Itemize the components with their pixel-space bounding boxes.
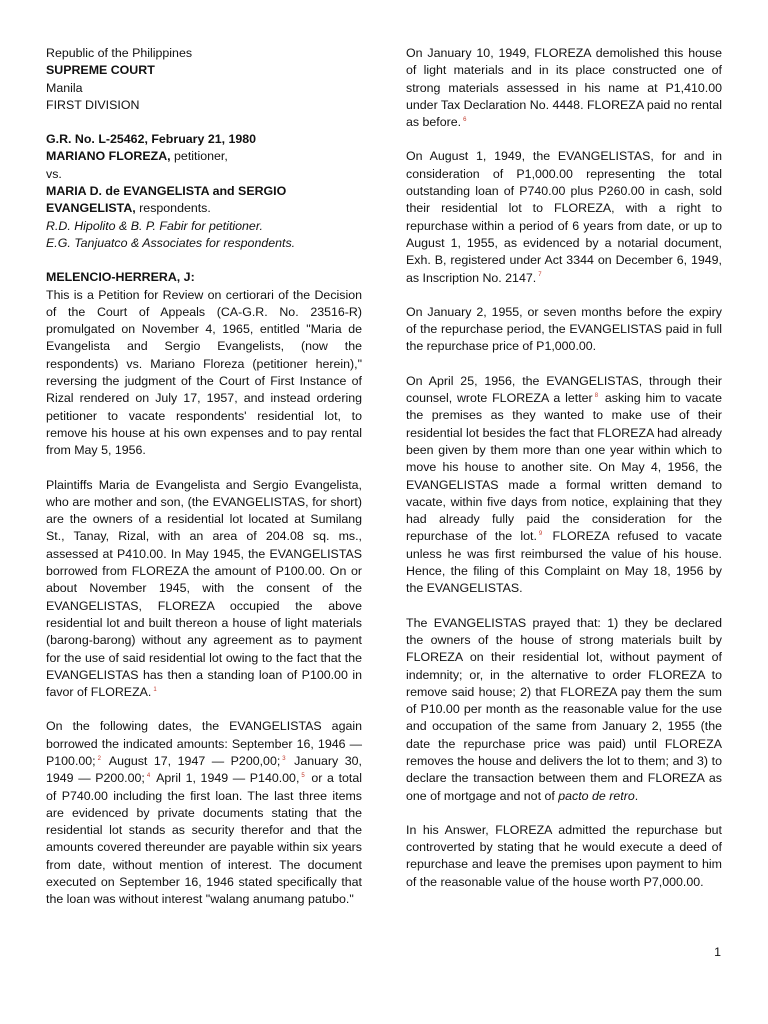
- case-number: G.R. No. L-25462, February 21, 1980: [46, 132, 257, 147]
- counsel-respondents: E.G. Tanjuatco & Associates for respondents.: [46, 235, 296, 250]
- paragraph-9: In his Answer, FLOREZA admitted the repurchase but controverted by stating that he would execute a deed of repurchase and leave the premises upon payment to him of the reasonable value of the house worth P7,000.00.: [406, 822, 722, 889]
- paragraph-7: [406, 373, 722, 598]
- right-column: [406, 45, 722, 908]
- paragraph-3: [46, 718, 362, 908]
- paragraph-4: [406, 45, 722, 131]
- petitioner-line: [46, 148, 362, 165]
- paragraph-8-text-a: The EVANGELISTAS prayed that: 1) they be declared the owners of the house of strong materials built by FLOREZA on their residential lot, without payment of indemnity; or, in the alternative to order FLOREZA to remove said house; 2) that FLOREZA pay them the sum of P10.00 per month as the reasonable value for the use and occupation of the same from January 2, 1955 (the date the repurchase price was paid) until FLOREZA removes the house and delivers the lot to them; and 3) to declare the transaction between them and FLOREZA as one of mortgage and not of: [406, 615, 722, 803]
- paragraph-3-text-c: January 30, 1949 — P200.00;: [46, 753, 362, 786]
- court-name: SUPREME COURT: [46, 63, 155, 78]
- ponente: MELENCIO-HERRERA, J:: [46, 270, 195, 285]
- respondents-line: [46, 183, 362, 218]
- paragraph-7-text-c: FLOREZA refused to vacate unless he was first reimbursed the value of his house. Hence, the filing of this Complaint on May 18, 1956 by the EVANGELISTAS.: [406, 529, 723, 596]
- paragraph-7-text-a: On April 25, 1956, the EVANGELISTAS, through their counsel, wrote FLOREZA a letter: [406, 373, 722, 406]
- versus-line: vs.: [46, 166, 62, 181]
- paragraph-5-text: On August 1, 1949, the EVANGELISTAS, for and in consideration of P1,000.00 representing the total outstanding loan of P740.00 plus P260.00 in cash, sold their residential lot to FLOREZA, with a right to repurchase within a period of 6 years from date, or up to August 1, 1955, as evidenced by a notarial document, Exh. B, registered under Act 3344 on December 6, 1949, as Inscription No. 2147.: [406, 149, 722, 285]
- paragraph-3-text-d: April 1, 1949 — P140.00,: [152, 771, 300, 786]
- paragraph-8-latin-term: pacto de retro: [558, 788, 635, 803]
- case-header: [46, 45, 362, 287]
- paragraph-6: On January 2, 1955, or seven months before the expiry of the repurchase period, the EVANGELISTAS paid in full the repurchase price of P1,000.00.: [406, 304, 722, 354]
- paragraph-8: [406, 615, 722, 805]
- footnote-ref-5[interactable]: 5: [301, 773, 305, 780]
- counsel-petitioner: R.D. Hipolito & B. P. Fabir for petitioner.: [46, 218, 263, 233]
- page-number: 1: [714, 945, 721, 959]
- footnote-ref-9[interactable]: 9: [538, 531, 543, 538]
- footnote-ref-2[interactable]: 2: [97, 755, 101, 762]
- paragraph-2: [46, 477, 362, 702]
- footnote-ref-4[interactable]: 4: [146, 773, 151, 780]
- footnote-ref-7[interactable]: 7: [538, 272, 542, 279]
- paragraph-8-text-c: .: [634, 788, 639, 803]
- footnote-ref-3[interactable]: 3: [282, 755, 286, 762]
- left-column: [46, 45, 362, 926]
- republic-line: Republic of the Philippines: [46, 46, 193, 60]
- paragraph-3-text-b: August 17, 1947 — P200,00;: [102, 753, 281, 768]
- paragraph-4-text: On January 10, 1949, FLOREZA demolished this house of light materials and in its place constructed one of strong materials assessed in his name at P1,410.00 under Tax Declaration No. 4448. FLOREZA paid no rental as before.: [406, 46, 722, 130]
- paragraph-1: This is a Petition for Review on certiorari of the Decision of the Court of Appeals (CA-G.R. No. 23516-R) promulgated on November 4, 1965, entitled "Maria de Evangelista and Sergio Evangelists, (now the respondents) vs. Mariano Floreza (petitioner herein)," reversing the judgment of the Court of First Instance of Rizal rendered on July 17, 1957, and instead ordering petitioner to vacate respondents' residential lot, to remove his house at his own expenses and to pay rental from May 5, 1956.: [46, 287, 362, 458]
- paragraph-2-text: Plaintiffs Maria de Evangelista and Sergio Evangelista, who are mother and son, (the EVANGELISTAS, for short) are the owners of a residential lot located at Sumilang St., Tanay, Rizal, with an area of 204.08 sq. ms., assessed at P410.00. In May 1945, the EVANGELISTAS borrowed from FLOREZA the amount of P100.00. On or about November 1945, with the consent of the EVANGELISTAS, FLOREZA occupied the above residential lot and built thereon a house of light materials (barong-barong) without any agreement as to payment for the use of said residential lot owing to the fact that the EVANGELISTAS has then a standing loan of P100.00 in favor of FLOREZA.: [46, 477, 362, 700]
- footnote-ref-8[interactable]: 8: [594, 392, 599, 399]
- petitioner-role: petitioner,: [170, 149, 228, 164]
- respondents-role: respondents.: [135, 201, 211, 216]
- city-line: Manila: [46, 80, 83, 95]
- paragraph-3-text-e: or a total of P740.00 including the first loan. The last three items are evidenced by private documents stating that the residential lot stands as security therefor and that the amounts covered thereunder are payable within six years from date, without mention of interest. The document executed on September 16, 1946 stated specifically that the loan was without interest "walang anumang patubo.": [46, 771, 362, 907]
- division-line: FIRST DIVISION: [46, 97, 140, 112]
- paragraph-5: [406, 148, 722, 286]
- petitioner-name: MARIANO FLOREZA,: [46, 149, 171, 164]
- respondents-name: MARIA D. de EVANGELISTA and SERGIO EVANGELISTA,: [46, 184, 287, 216]
- paragraph-3-text-a: On the following dates, the EVANGELISTAS again borrowed the indicated amounts: September 16, 1946 — P100.00;: [46, 719, 362, 768]
- footnote-ref-1[interactable]: 1: [153, 686, 157, 693]
- paragraph-7-text-b: asking him to vacate the premises as they wanted to make use of their residential lot besides the fact that FLOREZA had already been given by them more than one year within which to move his house to another site. On May 4, 1956, the EVANGELISTAS made a formal written demand to vacate, within five days from notice, explaining that they had already fully paid the consideration for the repurchase of the lot.: [406, 391, 722, 544]
- footnote-ref-6[interactable]: 6: [463, 117, 467, 124]
